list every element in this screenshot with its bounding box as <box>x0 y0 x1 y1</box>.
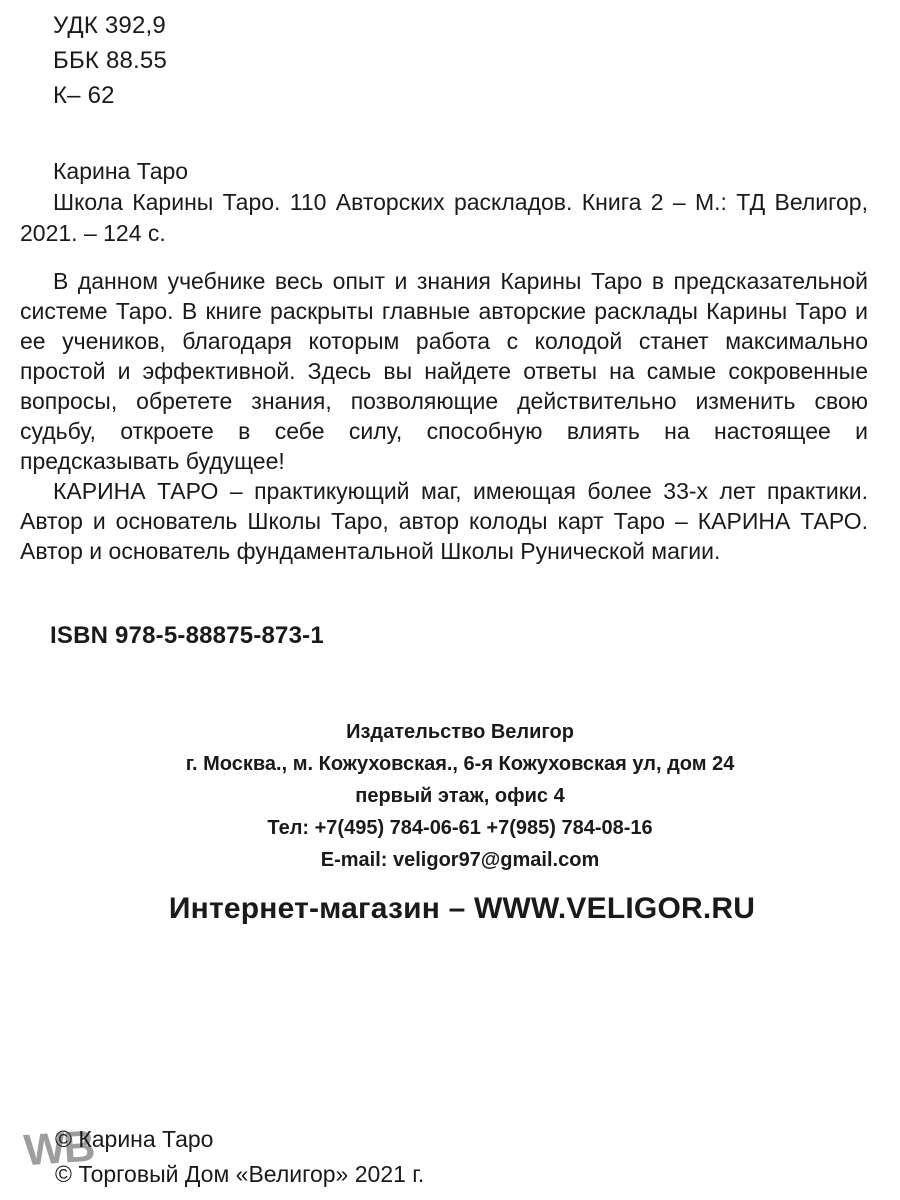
copyright-block <box>55 1122 424 1192</box>
publisher-phones: Тел: +7(495) 784-06-61 +7(985) 784-08-16 <box>267 817 653 839</box>
publisher-block <box>0 716 900 876</box>
bbk-code: ББК 88.55 <box>53 47 168 74</box>
publisher-address-line1: г. Москва., м. Кожуховская., 6-я Кожуховская ул, дом 24 <box>185 753 735 775</box>
copyright-author: © Карина Таро <box>55 1126 214 1152</box>
online-shop-line: Интернет-магазин – WWW.VELIGOR.RU <box>168 892 756 925</box>
author-sign-code: К– 62 <box>53 82 115 109</box>
biblio-author: Карина Таро <box>53 158 189 184</box>
annotation-paragraph-2: КАРИНА ТАРО – практикующий маг, имеющая более 33-х лет практики. Автор и основатель Школы Таро, автор колоды карт Таро – КАРИНА ТАРО. Автор и основатель фундаментальной Школы Рунической магии. <box>20 478 868 564</box>
publisher-name: Издательство Велигор <box>346 721 574 743</box>
annotation-block <box>20 266 868 566</box>
udk-code: УДК 392,9 <box>53 12 166 39</box>
publisher-email: E-mail: veligor97@gmail.com <box>320 849 600 871</box>
biblio-entry: Школа Карины Таро. 110 Авторских раскладов. Книга 2 – М.: ТД Велигор, 2021. – 124 с. <box>20 189 868 246</box>
publisher-address-line2: первый этаж, офис 4 <box>355 785 565 807</box>
annotation-paragraph-1: В данном учебнике весь опыт и знания Карины Таро в предсказательной системе Таро. В книге раскрыты главные авторские расклады Карины Таро и ее учеников, благодаря которым работа с колодой станет максимально простой и эффективной. Здесь вы найдете ответы на самые сокровенные вопросы, обретете знания, позволяющие действительно изменить свою судьбу, откроете в себе силу, способную влиять на настоящее и предсказывать будущее! <box>20 268 868 474</box>
copyright-publisher: © Торговый Дом «Велигор» 2021 г. <box>55 1161 425 1187</box>
bibliographic-record <box>20 156 868 249</box>
isbn-line: ISBN 978-5-88875-873-1 <box>50 622 324 649</box>
wb-watermark: WB <box>22 1121 95 1176</box>
classification-codes <box>53 8 167 113</box>
